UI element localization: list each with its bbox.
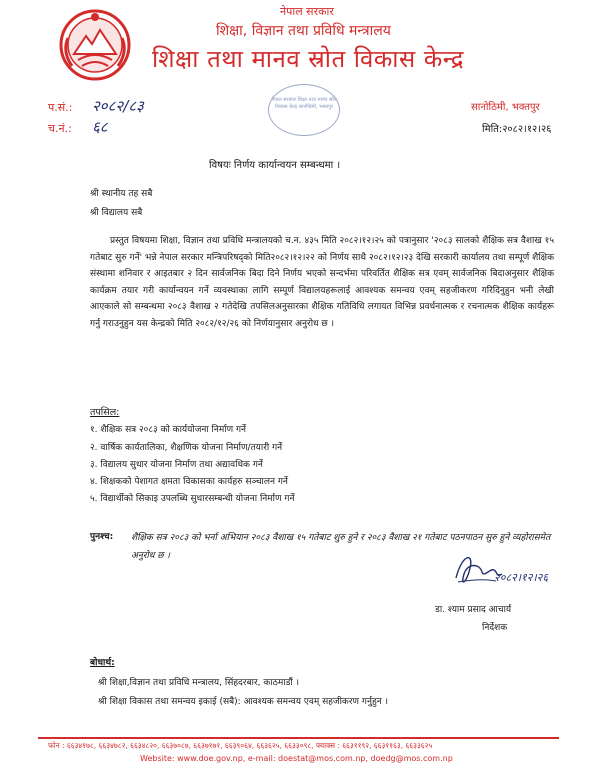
cc-item: श्री शिक्षा विकास तथा समन्वय इकाई (सबै): आवश्यक समन्वय एवम् सहजीकरण गर्नुहुन । (98, 697, 389, 707)
detail-item: ४. शिक्षकको पेशागत क्षमता विकासका कार्यहरु सञ्चालन गर्ने (90, 477, 288, 487)
center-name: शिक्षा तथा मानव स्रोत विकास केन्द्र (152, 45, 464, 73)
signer-title: निर्देशक (482, 623, 508, 633)
letter-body (90, 233, 554, 333)
subject-line: विषयः निर्णय कार्यान्वयन सम्बन्धमा । (209, 160, 341, 171)
footer-divider (38, 737, 559, 739)
government-name: नेपाल सरकार (280, 5, 334, 18)
recipient: श्री विद्यालय सबै (90, 208, 143, 218)
ministry-name: शिक्षा, विज्ञान तथा प्रविधि मन्त्रालय (216, 23, 391, 39)
recipient: श्री स्थानीय तह सबै (90, 189, 153, 199)
letter-date: मिति:२०८२।१२।२६ (482, 124, 552, 135)
nepal-emblem-logo (58, 8, 132, 82)
cn-label: च.नं.: (48, 122, 72, 135)
signature-date: २०८२।१२।२६ (494, 571, 549, 584)
details-label: तपसिल: (90, 407, 120, 418)
office-stamp: नेपाल सरकार शिक्षा तथा मानव स्रोत विकास केन्द्र सानोठिमी, भक्तपुर (268, 84, 340, 136)
footer-web: Website: www.doe.gov.np, e-mail: doestat@mos.com.np, doedg@mos.com.np (140, 754, 453, 763)
cn-value: ६८ (92, 118, 108, 136)
footer-phones: फोन : ६६३४१७८, ६६३४७८२, ६६३४८२०, ६६३७०८७, ६६३७१७१, ६६३९०६४, ६६३६२५, ६६३३०९८, फ्याक्स : ६६३११९२, ६६३११६३, ६६३३६२५ (48, 741, 433, 750)
ps-value: २०८२/८३ (92, 97, 144, 115)
signer-name: डा. श्याम प्रसाद आचार्य (435, 605, 512, 615)
detail-item: ५. विद्यार्थीको सिकाइ उपलब्धि सुधारसम्बन्धी योजना निर्माण गर्ने (90, 494, 295, 504)
cc-item: श्री शिक्षा,विज्ञान तथा प्रविधि मन्त्रालय, सिंहदरबार, काठमाडौं । (98, 678, 299, 688)
detail-item: १. शैक्षिक सत्र २०८३ को कार्ययोजना निर्माण गर्ने (90, 425, 247, 435)
cc-label: बोधार्थ: (90, 658, 115, 668)
office-location: सानोठिमी, भक्तपुर (471, 102, 540, 113)
postscript-text: शैक्षिक सत्र २०८३ को भर्ना अभियान २०८३ वैशाख १५ गतेबाट शुरु हुने र २०८३ वैशाख २१ गतेबाट पठनपाठन सुरु हुने व्यहोरासमेत अनुरोध छ । (131, 533, 551, 561)
postscript-label: पुनश्च: (90, 532, 114, 542)
ps-label: प.सं.: (48, 101, 73, 114)
body-paragraph: प्रस्तुत विषयमा शिक्षा, विज्ञान तथा प्रविधि मन्त्रालयको च.न. ४३५ मिति २०८२।१२।२५ को पत्रानुसार '२०८३ सालको शैक्षिक सत्र वैशाख १५ गतेबाट सुरु गर्ने' भन्ने नेपाल सरकार मन्त्रिपरिषद्को मिति२०८२।१२।२२ को निर्णय साथै २०८२।१२।२३ देखि सरकारी कार्यालय तथा सम्पूर्ण शैक्षिक संस्थामा शनिवार र आइतबार २ दिन सार्वजनिक बिदा दिने निर्णय भएको सन्दर्भमा परिवर्तित शैक्षिक सत्र एवम् सार्वजनिक बिदाअनुसार शैक्षिक कार्यक्रम तयार गरी कार्यान्वयन गर्ने व्यवस्थाका लागि सम्पूर्ण विद्यालयहरूलाई आवश्यक समन्वय एवम् सहजीकरण गरिदिनुहुन भनी लेखी आएकाले सो सम्बन्धमा २०८३ वैशाख २ गतेदेखि तपसिलअनुसारका शैक्षिक गतिविधि लगायत विभिन्न प्रवर्धनात्मक र रचनात्मक शैक्षिक कार्यहरू गर्नु गराउनुहुन यस केन्द्रको मिति २०८२/१२/२६ को निर्णयानुसार अनुरोध छ । (90, 236, 554, 329)
detail-item: २. वार्षिक कार्यतालिका, शैक्षणिक योजना निर्माण/तयारी गर्ने (90, 443, 283, 453)
detail-item: ३. विद्यालय सुधार योजना निर्माण तथा अद्यावधिक गर्ने (90, 460, 263, 470)
